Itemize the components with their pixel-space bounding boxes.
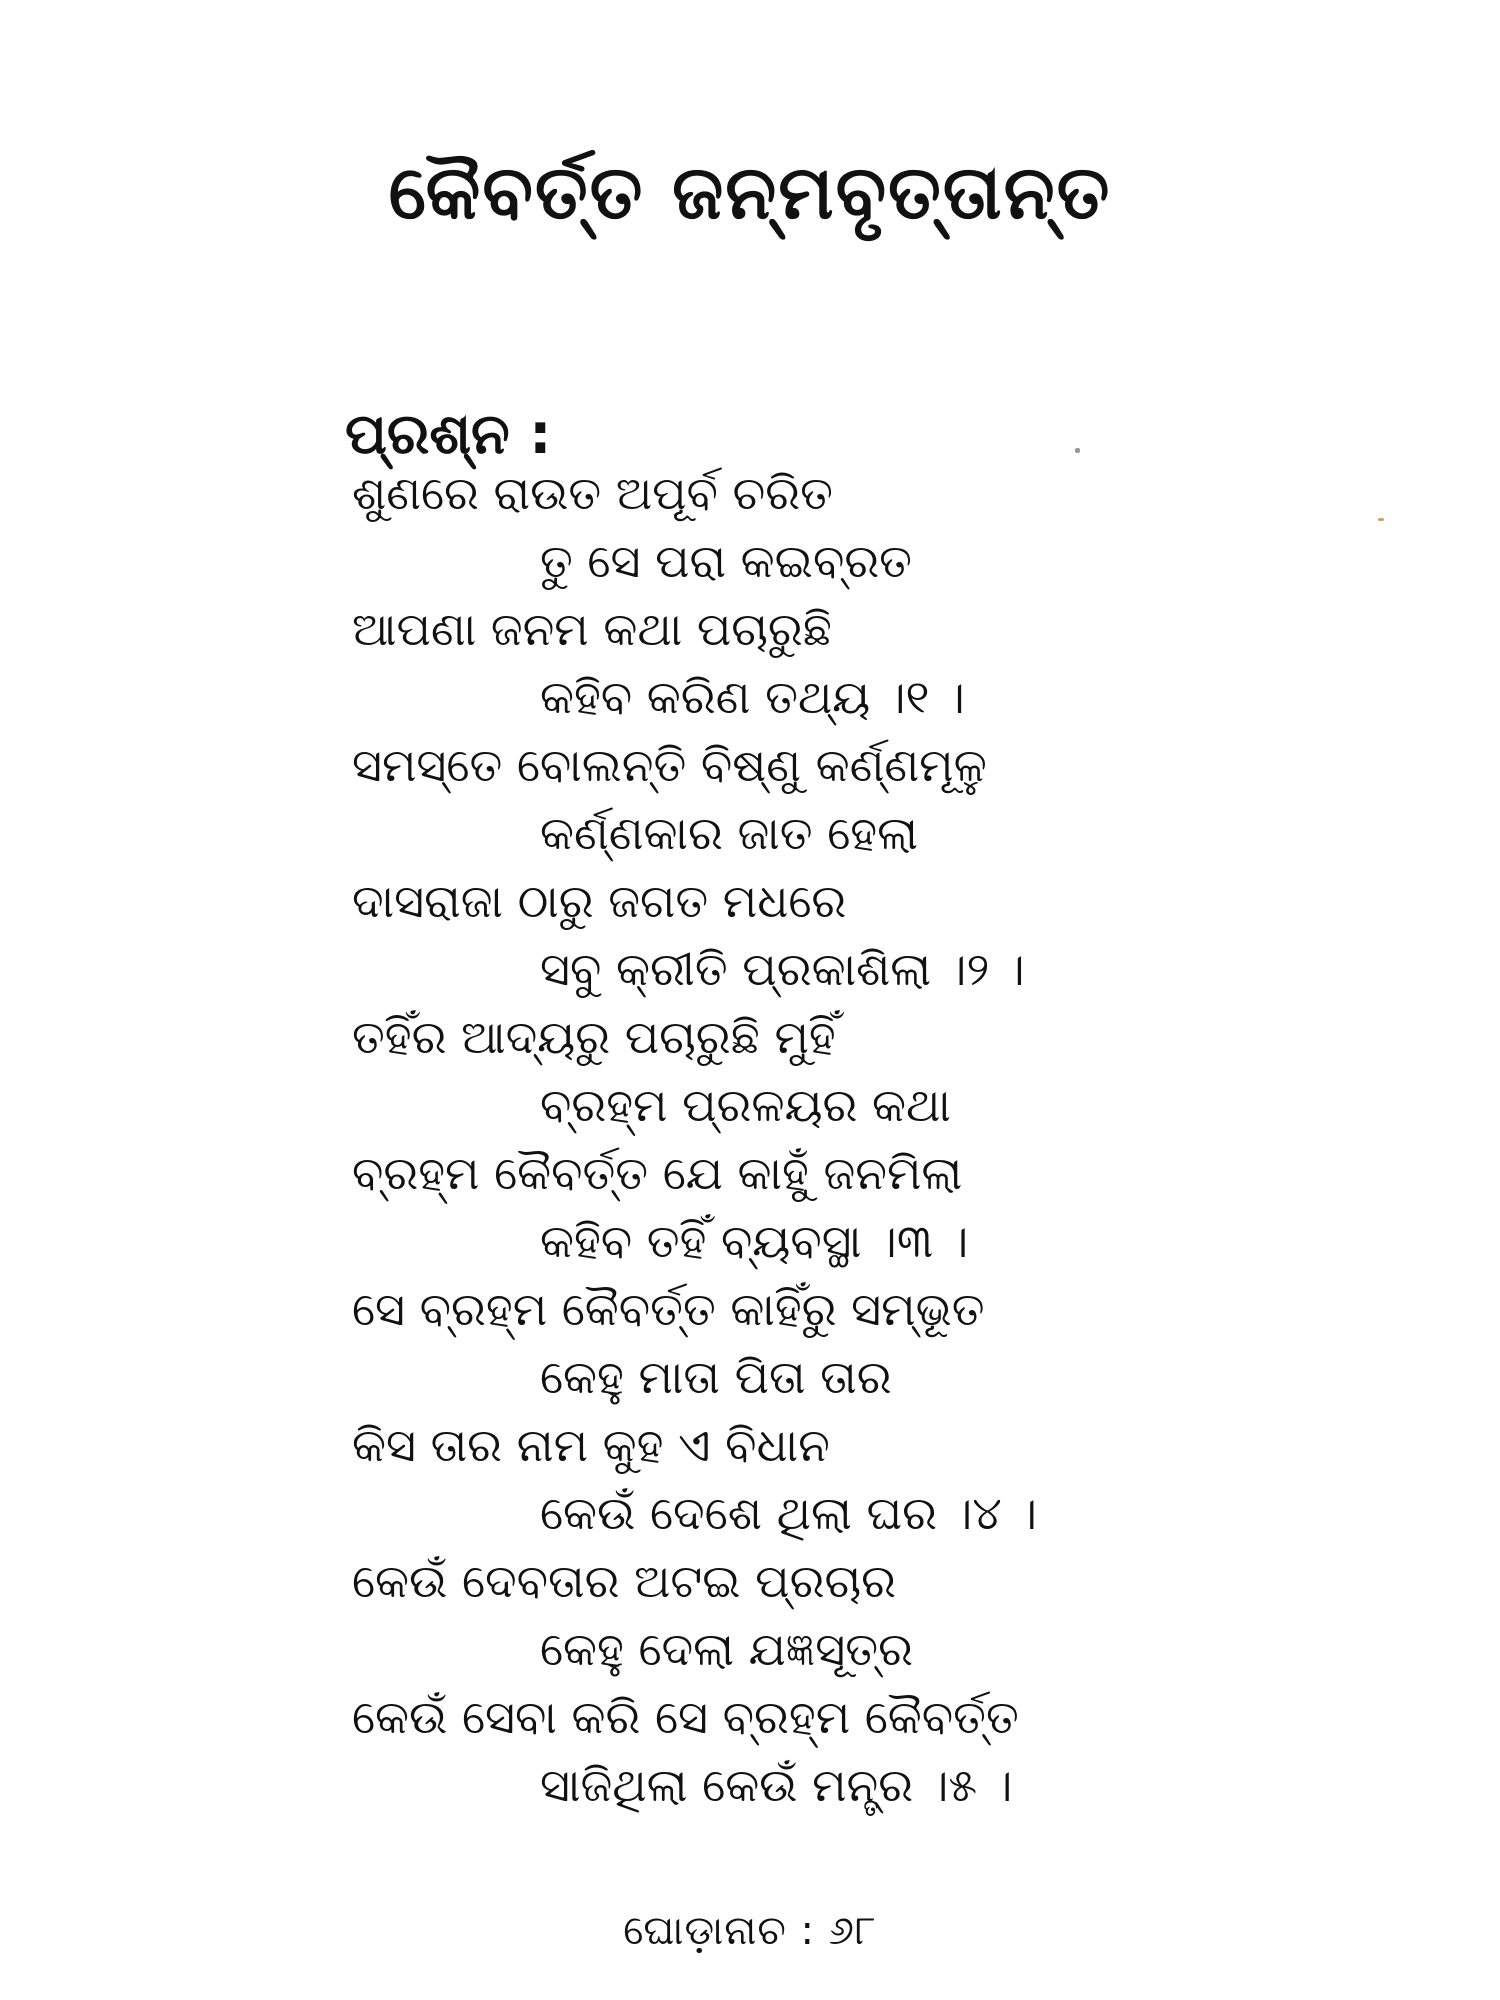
verse-line-indented: କେହୁ ଦେଲା ଯଜ୍ଞସୂତ୍ର	[540, 1622, 913, 1676]
verse-line-indented: କହିବ ତହିଁ ବ୍ୟବସ୍ଥା ।୩ ।	[540, 1214, 969, 1268]
verse-line-indented: ବ୍ରହ୍ମ ପ୍ରଳୟର କଥା	[540, 1078, 951, 1132]
verse-line-indented: କେଉଁ ଦେଶେ ଥିଲା ଘର ।୪ ।	[540, 1486, 1038, 1540]
verse-line-indented: କହିବ କରିଣ ତଥ୍ୟ ।୧ ।	[540, 670, 965, 724]
page-title: କୈବର୍ତ୍ତ ଜନ୍ମବୃତ୍ତାନ୍ତ	[388, 150, 1112, 236]
section-heading: ପ୍ରଶ୍ନ :	[345, 402, 552, 467]
verse-line-indented: ସବୁ କ୍ରୀତି ପ୍ରକାଶିଲା ।୨ ।	[540, 942, 1025, 996]
verse-line: ଦାସରାଜା ଠାରୁ ଜଗତ ମଧରେ	[352, 874, 847, 928]
verse-line: କେଉଁ ସେବା କରି ସେ ବ୍ରହ୍ମ କୈବର୍ତ୍ତ	[352, 1690, 1019, 1744]
verse-line: ସମସ୍ତେ ବୋଲନ୍ତି ବିଷ୍ଣୁ କର୍ଣ୍ଣମୂଳୁ	[352, 738, 987, 792]
verse-line-indented: କେହୁ ମାତା ପିତା ତାର	[540, 1350, 892, 1404]
page-footer: ଘୋଡ଼ାନାଚ : ୬୮	[623, 1908, 877, 1954]
verse-line: କିସ ତାର ନାମ କୁହ ଏ ବିଧାନ	[352, 1418, 830, 1472]
scan-speck	[1075, 448, 1080, 453]
verse-line: ତହିଁର ଆଦ୍ୟରୁ ପଚାରୁଛି ମୁହିଁ	[352, 1010, 836, 1064]
verse-line: ଶୁଣରେ ରାଉତ ଅପୂର୍ବ ଚରିତ	[352, 466, 833, 520]
scan-speck	[1378, 518, 1384, 521]
verse-line: କେଉଁ ଦେବତାର ଅଟଇ ପ୍ରଚାର	[352, 1554, 896, 1608]
verse-line-indented: କର୍ଣ୍ଣକାର ଜାତ ହେଲା	[540, 806, 918, 860]
verse-line: ସେ ବ୍ରହ୍ମ କୈବର୍ତ୍ତ କାହିଁରୁ ସମ୍ଭୂତ	[352, 1282, 985, 1336]
verse-line-indented: ତୁ ସେ ପରା କଇବ୍ରତ	[540, 534, 912, 588]
verse-line: ଆପଣା ଜନମ କଥା ପଚାରୁଛି	[352, 602, 832, 656]
verse-line-indented: ସାଜିଥିଲା କେଉଁ ମନ୍ତ୍ର ।୫ ।	[540, 1758, 1013, 1812]
verse-line: ବ୍ରହ୍ମ କୈବର୍ତ୍ତ ଯେ କାହୁଁ ଜନମିଲା	[352, 1146, 963, 1200]
